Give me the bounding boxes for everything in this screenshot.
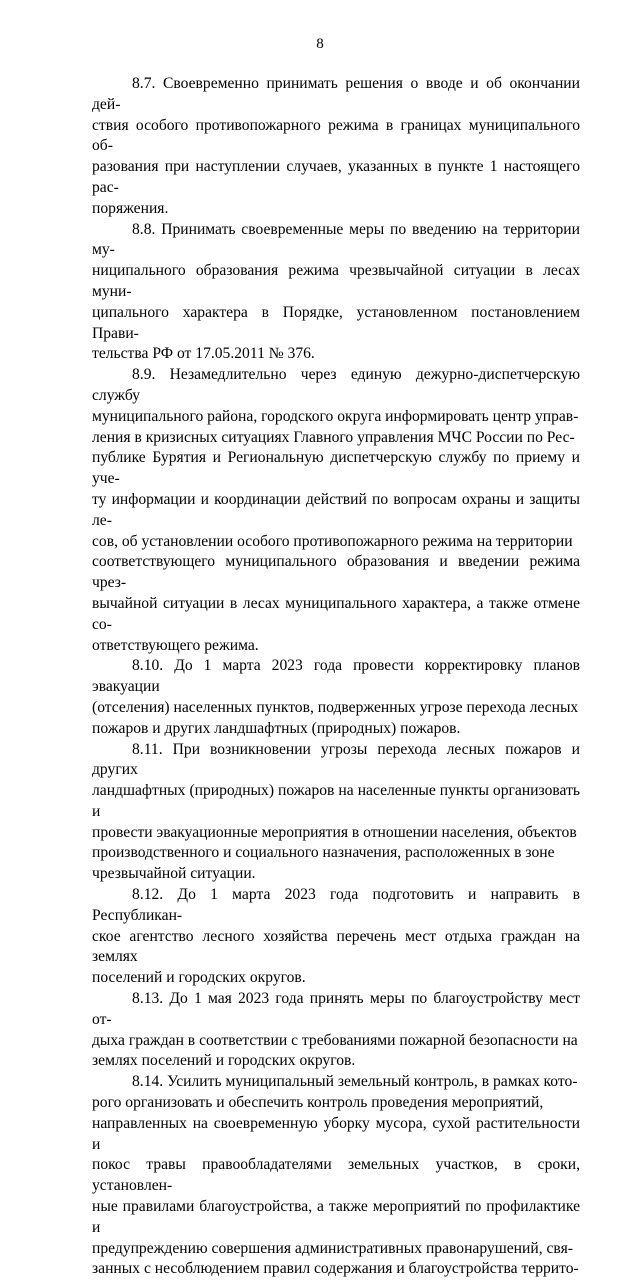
paragraph-8-14: 8.14. Усилить муниципальный земельный контроль, в рамках кото- рого организовать и обеспечить контроль проведения мероприятий, направленных на своевременную уборку мусора, сухой растительности и покос травы правообладателями земельных участков, в сроки, установлен- ные правилами благоустройства, а также мероприятий по профилактике и предупреждению совершения административных правонарушений, свя- занных с несоблюдением правил содержания и благоустройства террито- (92, 1073, 580, 1278)
page-number: 8 (316, 36, 324, 52)
paragraph-8-13: 8.13. До 1 мая 2023 года принять меры по благоустройству мест от- дыха граждан в соответствии с требованиями пожарной безопасности на землях поселений и городских округов. (92, 990, 580, 1070)
document-body (92, 74, 580, 1280)
paragraph-8-11: 8.11. При возникновении угрозы перехода лесных пожаров и других ландшафтных (природных) пожаров на населенные пункты организовать и провести эвакуационные мероприятия в отношении населения, объектов производственного и социального назначения, расположенных в зоне чрезвычайной ситуации. (92, 740, 580, 883)
paragraph-8-9: 8.9. Незамедлительно через единую дежурно-диспетчерскую службу муниципального района, городского округа информировать центр управ- ления в кризисных ситуациях Главного управления МЧС России по Рес- публике Бурятия и Региональную диспетчерскую службу по приему и уче- ту информации и координации действий по вопросам охраны и защиты ле- сов, об установлении особого противопожарного режима на территории соответствующего муниципального образования и введении режима чрез- вычайной ситуации в лесах муниципального характера, а также отмене со- ответствующего режима. (92, 366, 580, 654)
paragraph-8-10: 8.10. До 1 марта 2023 года провести корректировку планов эвакуации (отселения) населенных пунктов, подверженных угрозе перехода лесных пожаров и других ландшафтных (природных) пожаров. (92, 657, 580, 737)
paragraph-8-8: 8.8. Принимать своевременные меры по введению на территории му- ниципального образования режима чрезвычайной ситуации в лесах муни- ципального характера в Порядке, установленном постановлением Прави- тельства РФ от 17.05.2011 № 376. (92, 220, 580, 363)
paragraph-8-12: 8.12. До 1 марта 2023 года подготовить и направить в Республикан- ское агентство лесного хозяйства перечень мест отдыха граждан на землях поселений и городских округов. (92, 886, 580, 987)
paragraph-8-7: 8.7. Своевременно принимать решения о вводе и об окончании дей- ствия особого противопожарного режима в границах муниципального об- разования при наступлении случаев, указанных в пункте 1 настоящего рас- поряжения. (92, 75, 580, 217)
